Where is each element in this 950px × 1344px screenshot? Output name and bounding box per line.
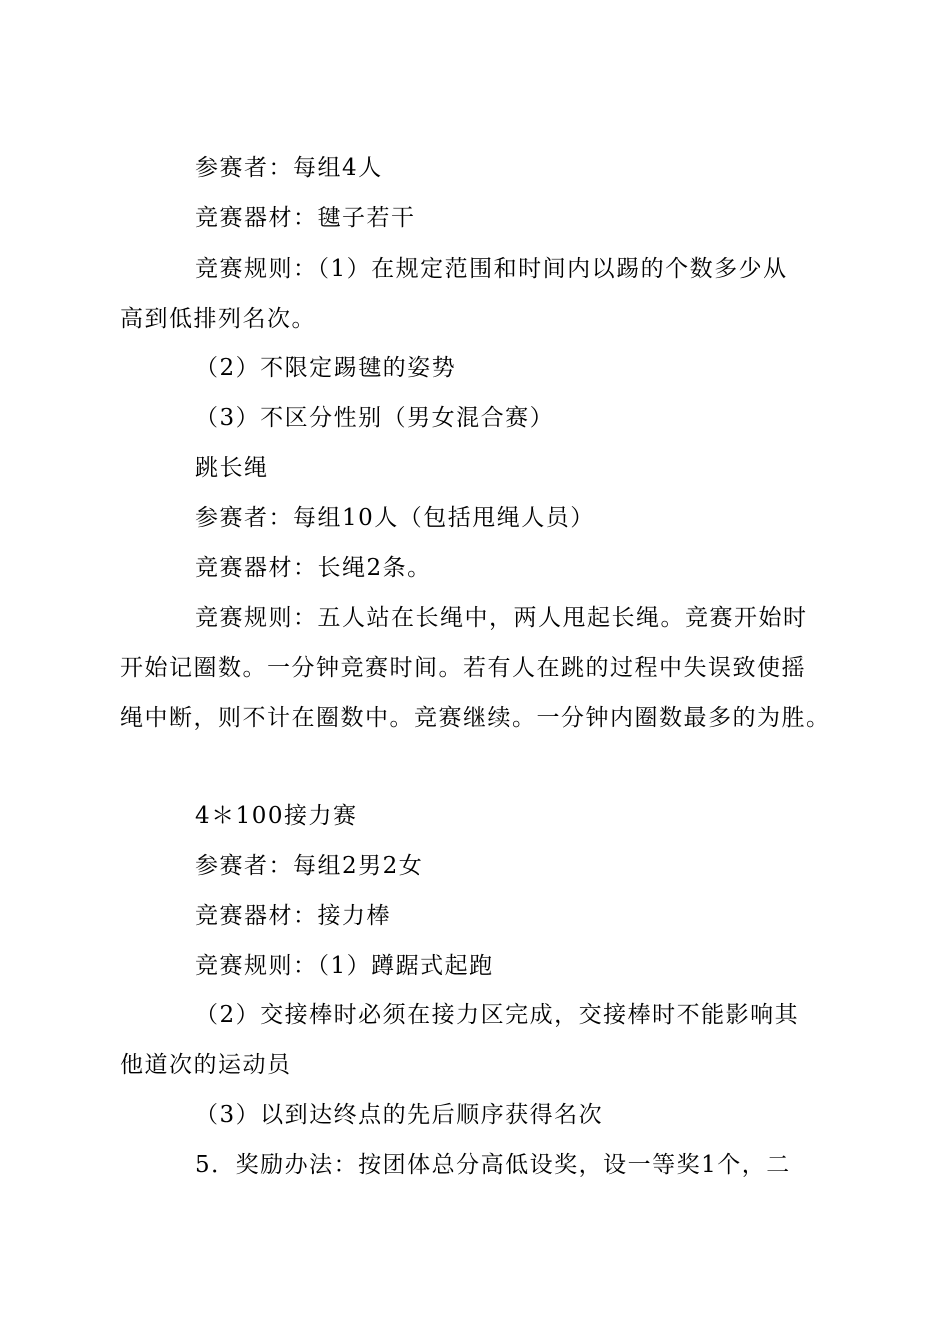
paragraph-line: 竞赛器材：接力棒 <box>195 903 391 929</box>
paragraph-line: 5．奖励办法：按团体总分高低设奖，设一等奖1个，二 <box>195 1152 791 1178</box>
paragraph-line: 高到低排列名次。 <box>120 306 316 332</box>
paragraph-line: 参赛者：每组4人 <box>195 155 383 181</box>
paragraph-line: （2）交接棒时必须在接力区完成，交接棒时不能影响其 <box>195 1002 800 1028</box>
paragraph-line: （2）不限定踢毽的姿势 <box>195 355 457 381</box>
paragraph-line: 他道次的运动员 <box>120 1052 292 1078</box>
paragraph-line: 竞赛规则：五人站在长绳中，两人甩起长绳。竞赛开始时 <box>195 605 808 631</box>
paragraph-line: 竞赛规则：（1）蹲踞式起跑 <box>195 953 494 979</box>
section-heading: 跳长绳 <box>195 455 269 481</box>
paragraph-line: 参赛者：每组2男2女 <box>195 853 424 879</box>
paragraph-line: 竞赛规则：（1）在规定范围和时间内以踢的个数多少从 <box>195 256 788 282</box>
paragraph-line: 竞赛器材：毽子若干 <box>195 205 416 231</box>
paragraph-line: 绳中断，则不计在圈数中。竞赛继续。一分钟内圈数最多的为胜。 <box>120 705 831 731</box>
paragraph-line: 参赛者：每组10人（包括甩绳人员） <box>195 505 595 531</box>
section-heading: 4＊100接力赛 <box>195 803 358 829</box>
paragraph-line: （3）以到达终点的先后顺序获得名次 <box>195 1102 604 1128</box>
paragraph-line: 竞赛器材：长绳2条。 <box>195 555 432 581</box>
paragraph-line: 开始记圈数。一分钟竞赛时间。若有人在跳的过程中失误致使摇 <box>120 655 806 681</box>
paragraph-line: （3）不区分性别（男女混合赛） <box>195 405 555 431</box>
